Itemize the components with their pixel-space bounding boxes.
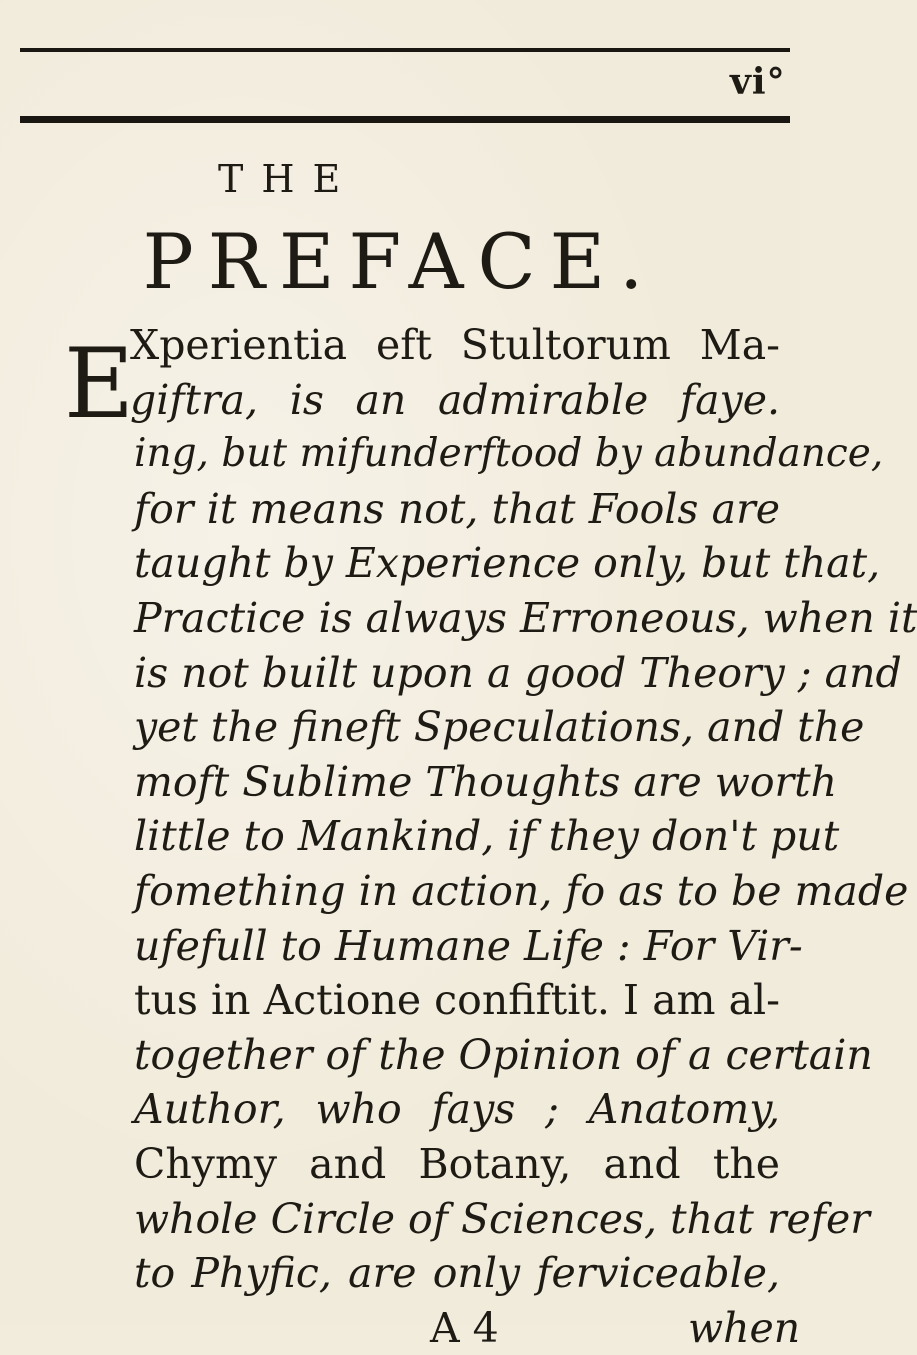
text-line: giftra, is an admirable faye. xyxy=(130,375,780,424)
text-line: for it means not, that Fools are xyxy=(134,484,780,533)
catchword: when xyxy=(688,1303,801,1352)
text-line: ing, but mifunderftood by abundance, xyxy=(134,431,884,477)
text-line: Author, who fays ; Anatomy, xyxy=(134,1085,780,1134)
drop-cap: E xyxy=(64,328,135,440)
page-title: PREFACE. xyxy=(142,217,658,306)
text-line: Practice is always Erroneous, when it xyxy=(134,593,917,642)
text-line: ufefull to Humane Life : For Vir- xyxy=(134,921,803,970)
catchword-line xyxy=(60,1301,801,1355)
text-line: fomething in action, fo as to be made xyxy=(134,866,909,915)
top-rule xyxy=(20,48,790,52)
page-signature: vi° xyxy=(730,61,786,103)
text-line: yet the fineft Speculations, and the xyxy=(134,703,865,752)
text-line: is not built upon a good Theory ; and xyxy=(134,648,902,697)
heading-the: THE xyxy=(218,157,359,201)
text-line: together of the Opinion of a certain xyxy=(134,1030,873,1079)
text-line: tus in Actione confiftit. I am al- xyxy=(134,976,780,1025)
signature-mark: A 4 xyxy=(430,1303,499,1352)
text-line: Chymy and Botany, and the xyxy=(134,1139,780,1188)
text-line: whole Circle of Sciences, that refer xyxy=(134,1194,870,1243)
text-line: Xperientia eft Stultorum Ma- xyxy=(130,321,780,369)
text-line: little to Mankind, if they don't put xyxy=(134,812,840,861)
text-line: to Phyfic, are only ferviceable, xyxy=(134,1249,780,1298)
text-line: taught by Experience only, but that, xyxy=(134,539,881,588)
header-rule xyxy=(20,116,790,123)
body-text xyxy=(60,318,917,1355)
text-line: moft Sublime Thoughts are worth xyxy=(134,757,838,806)
